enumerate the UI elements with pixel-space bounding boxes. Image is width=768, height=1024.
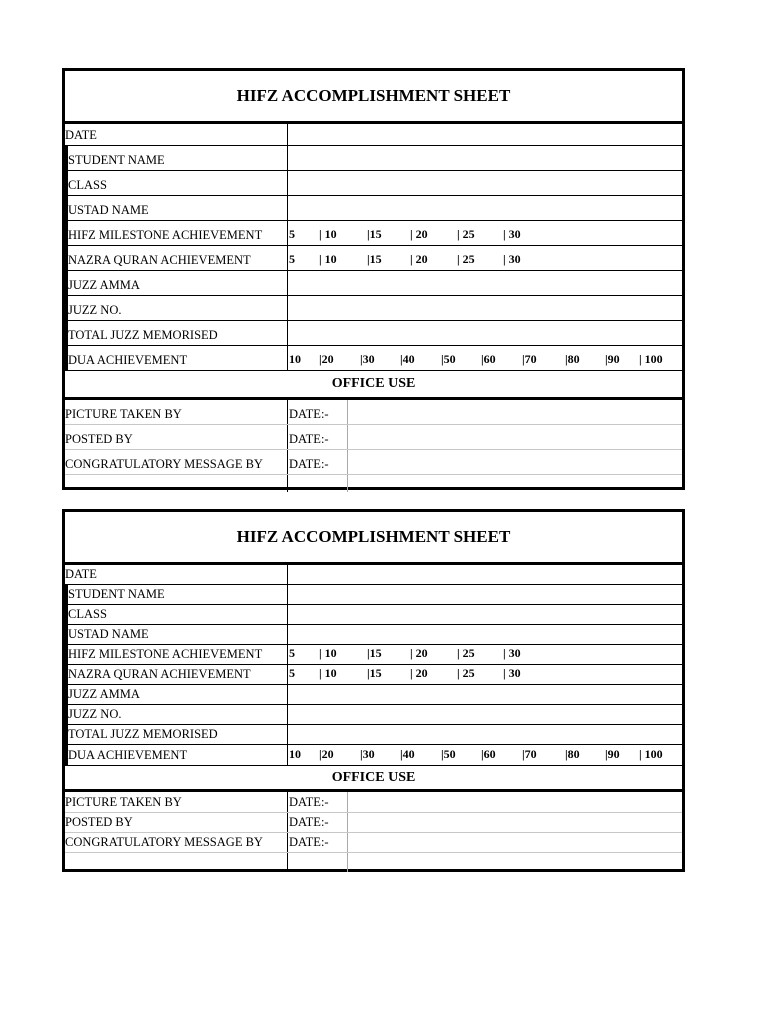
office-date-label: DATE:-	[288, 425, 348, 449]
hifz-milestone-row	[65, 221, 682, 246]
scale-tick-label: |70	[522, 352, 537, 366]
student-name-field[interactable]	[288, 146, 682, 170]
total-juzz-row	[65, 321, 682, 346]
office-use-heading: OFFICE USE	[65, 370, 682, 400]
scale-tick-label: 5	[289, 666, 295, 680]
office-date-label: DATE:-	[288, 450, 348, 474]
picture-taken-by-label: PICTURE TAKEN BY	[65, 792, 288, 812]
dua-scale[interactable]	[288, 346, 682, 370]
class-label: CLASS	[65, 171, 288, 195]
ustad-name-field[interactable]	[288, 196, 682, 220]
student-name-row	[65, 585, 682, 605]
hifz-milestone-scale[interactable]	[288, 645, 682, 664]
scale-tick-label: |15	[367, 666, 382, 680]
juzz-amma-label: JUZZ AMMA	[65, 271, 288, 295]
juzz-amma-row	[65, 271, 682, 296]
total-juzz-field[interactable]	[288, 725, 682, 744]
office-row	[65, 425, 682, 450]
posted-date-field[interactable]	[348, 425, 682, 449]
scale-tick-label: | 20	[410, 646, 428, 660]
nazra-quran-scale[interactable]	[288, 665, 682, 684]
scale-tick-label: | 25	[457, 646, 475, 660]
accomplishment-sheet-1	[62, 68, 685, 490]
scale-tick-label: | 10	[319, 666, 337, 680]
class-label: CLASS	[65, 605, 288, 624]
office-date-label: DATE:-	[288, 813, 348, 832]
nazra-quran-scale[interactable]	[288, 246, 682, 270]
dua-scale[interactable]	[288, 745, 682, 765]
date-value-field[interactable]	[288, 124, 682, 145]
scale-tick-label: | 20	[410, 252, 428, 266]
scale-tick-label: | 20	[410, 666, 428, 680]
empty-date-cell	[288, 853, 348, 872]
scale-tick-label: |60	[481, 747, 496, 761]
nazra-quran-row	[65, 665, 682, 685]
ustad-name-label: USTAD NAME	[65, 625, 288, 644]
congratulatory-message-by-label: CONGRATULATORY MESSAGE BY	[65, 833, 288, 852]
dua-row	[65, 745, 682, 765]
juzz-no-field[interactable]	[288, 296, 682, 320]
date-row	[65, 565, 682, 585]
ustad-name-row	[65, 625, 682, 645]
scale-tick-label: | 30	[503, 646, 521, 660]
office-empty-row	[65, 475, 682, 492]
scale-tick-label: 5	[289, 252, 295, 266]
scale-tick-label: |30	[360, 352, 375, 366]
posted-date-field[interactable]	[348, 813, 682, 832]
congratulatory-message-by-label: CONGRATULATORY MESSAGE BY	[65, 450, 288, 474]
dua-label: DUA ACHIEVEMENT	[65, 745, 288, 765]
hifz-milestone-scale[interactable]	[288, 221, 682, 245]
dua-row	[65, 346, 682, 370]
picture-taken-by-label: PICTURE TAKEN BY	[65, 400, 288, 424]
total-juzz-label: TOTAL JUZZ MEMORISED	[65, 321, 288, 345]
office-empty-row	[65, 853, 682, 872]
date-label: DATE	[65, 565, 288, 584]
date-row	[65, 124, 682, 146]
office-date-label: DATE:-	[288, 792, 348, 812]
juzz-no-label: JUZZ NO.	[65, 705, 288, 724]
juzz-amma-label: JUZZ AMMA	[65, 685, 288, 704]
picture-taken-date-field[interactable]	[348, 400, 682, 424]
juzz-amma-field[interactable]	[288, 685, 682, 704]
juzz-no-row	[65, 705, 682, 725]
class-row	[65, 605, 682, 625]
student-name-field[interactable]	[288, 585, 682, 604]
nazra-quran-label: NAZRA QURAN ACHIEVEMENT	[65, 246, 288, 270]
total-juzz-label: TOTAL JUZZ MEMORISED	[65, 725, 288, 744]
scale-tick-label: | 30	[503, 666, 521, 680]
empty-label-cell	[65, 475, 288, 492]
scale-tick-label: |60	[481, 352, 496, 366]
juzz-no-label: JUZZ NO.	[65, 296, 288, 320]
juzz-no-row	[65, 296, 682, 321]
scale-tick-label: |15	[367, 646, 382, 660]
scale-tick-label: | 10	[319, 252, 337, 266]
scale-tick-label: |30	[360, 747, 375, 761]
scale-tick-label: | 30	[503, 252, 521, 266]
juzz-amma-row	[65, 685, 682, 705]
scale-tick-label: | 25	[457, 666, 475, 680]
class-field[interactable]	[288, 605, 682, 624]
scale-tick-label: | 10	[319, 646, 337, 660]
scale-tick-label: | 100	[639, 747, 663, 761]
empty-label-cell	[65, 853, 288, 872]
accomplishment-sheet-2	[62, 509, 685, 872]
scale-tick-label: |15	[367, 227, 382, 241]
total-juzz-field[interactable]	[288, 321, 682, 345]
picture-taken-date-field[interactable]	[348, 792, 682, 812]
scale-tick-label: |20	[319, 747, 334, 761]
date-value-field[interactable]	[288, 565, 682, 584]
scale-tick-label: 10	[289, 747, 301, 761]
total-juzz-row	[65, 725, 682, 745]
date-label: DATE	[65, 124, 288, 145]
scale-tick-label: |50	[441, 352, 456, 366]
sheet-title: HIFZ ACCOMPLISHMENT SHEET	[65, 512, 682, 565]
empty-rest-cell	[348, 853, 682, 872]
office-row	[65, 792, 682, 813]
juzz-no-field[interactable]	[288, 705, 682, 724]
scale-tick-label: |20	[319, 352, 334, 366]
empty-rest-cell	[348, 475, 682, 492]
ustad-name-field[interactable]	[288, 625, 682, 644]
scale-tick-label: |50	[441, 747, 456, 761]
student-name-label: STUDENT NAME	[65, 146, 288, 170]
scale-tick-label: 10	[289, 352, 301, 366]
office-date-label: DATE:-	[288, 400, 348, 424]
scale-tick-label: |80	[565, 747, 580, 761]
scale-tick-label: | 30	[503, 227, 521, 241]
dua-label: DUA ACHIEVEMENT	[65, 346, 288, 370]
office-row	[65, 833, 682, 853]
empty-date-cell	[288, 475, 348, 492]
hifz-milestone-label: HIFZ MILESTONE ACHIEVEMENT	[65, 221, 288, 245]
congratulatory-date-field[interactable]	[348, 450, 682, 474]
juzz-amma-field[interactable]	[288, 271, 682, 295]
scale-tick-label: |90	[605, 352, 620, 366]
scale-tick-label: |40	[400, 747, 415, 761]
posted-by-label: POSTED BY	[65, 813, 288, 832]
scale-tick-label: |80	[565, 352, 580, 366]
scale-tick-label: |15	[367, 252, 382, 266]
office-row	[65, 400, 682, 425]
scale-tick-label: 5	[289, 227, 295, 241]
scale-tick-label: |90	[605, 747, 620, 761]
scale-tick-label: 5	[289, 646, 295, 660]
office-row	[65, 450, 682, 475]
student-name-row	[65, 146, 682, 171]
office-use-heading: OFFICE USE	[65, 765, 682, 792]
scale-tick-label: |40	[400, 352, 415, 366]
scale-tick-label: | 20	[410, 227, 428, 241]
scale-tick-label: | 100	[639, 352, 663, 366]
nazra-quran-row	[65, 246, 682, 271]
nazra-quran-label: NAZRA QURAN ACHIEVEMENT	[65, 665, 288, 684]
scale-tick-label: | 25	[457, 227, 475, 241]
scale-tick-label: |70	[522, 747, 537, 761]
class-field[interactable]	[288, 171, 682, 195]
scale-tick-label: | 10	[319, 227, 337, 241]
office-row	[65, 813, 682, 833]
office-date-label: DATE:-	[288, 833, 348, 852]
sheet-title: HIFZ ACCOMPLISHMENT SHEET	[65, 71, 682, 124]
posted-by-label: POSTED BY	[65, 425, 288, 449]
scale-tick-label: | 25	[457, 252, 475, 266]
student-name-label: STUDENT NAME	[65, 585, 288, 604]
hifz-milestone-row	[65, 645, 682, 665]
congratulatory-date-field[interactable]	[348, 833, 682, 852]
hifz-milestone-label: HIFZ MILESTONE ACHIEVEMENT	[65, 645, 288, 664]
class-row	[65, 171, 682, 196]
ustad-name-label: USTAD NAME	[65, 196, 288, 220]
ustad-name-row	[65, 196, 682, 221]
